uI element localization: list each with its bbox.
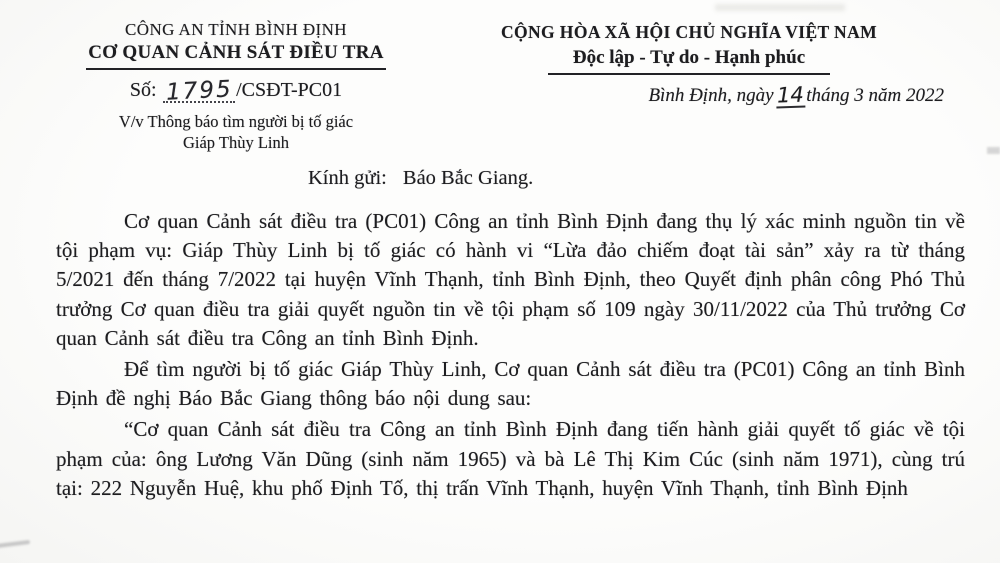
document-header [0,0,1000,150]
body-paragraph-2: Để tìm người bị tố giác Giáp Thùy Linh, Cơ quan Cảnh sát điều tra (PC01) Công an tỉnh Bình Định đề nghị Báo Bắc Giang thông báo nội dung sau: [56,357,965,411]
subject-line-1: V/v Thông báo tìm người bị tố giác [118,112,354,131]
scan-artifact-left-edge [0,540,30,548]
agency-name: CƠ QUAN CẢNH SÁT ĐIỀU TRA [88,42,384,63]
body-paragraph-3: “Cơ quan Cảnh sát điều tra Công an tỉnh Bình Định đang tiến hành giải quyết tố giác về tội phạm của: ông Lương Văn Dũng (sinh năm 1965) và bà Lê Thị Kim Cúc (sinh năm 1971), cùng trú tại: 222 Nguyễn Huệ, khu phố Định Tố, thị trấn Vĩnh Thạnh, huyện Vĩnh Thạnh, tỉnh Bình Định [56,417,965,500]
national-title: CỘNG HÒA XÃ HỘI CHỦ NGHĨA VIỆT NAM [500,22,878,42]
agency-underline [86,68,386,70]
salutation-recipient: Báo Bắc Giang. [402,167,534,189]
document-subject [42,111,430,153]
motto-underline [548,73,830,75]
date-prefix: Bình Định, ngày [648,85,774,106]
doc-number-handwritten-value: 1795 [165,76,233,106]
document-number-line [42,76,430,106]
subject-line-2: Giáp Thùy Linh [182,133,290,152]
doc-number-prefix: Số: [129,79,157,101]
national-motto: Độc lập - Tự do - Hạnh phúc [572,47,806,68]
body-paragraph-1: Cơ quan Cảnh sát điều tra (PC01) Công an tỉnh Bình Định đang thụ lý xác minh nguồn tin về tội phạm vụ: Giáp Thùy Linh bị tố giác có hành vi “Lừa đảo chiếm đoạt tài sản” xảy ra từ tháng 5/2021 đến tháng 7/2022 tại huyện Vĩnh Thạnh, tỉnh Bình Định, theo Quyết định phân công Phó Thủ trưởng Cơ quan điều tra giải quyết nguồn tin về tội phạm số 109 ngày 30/11/2022 của Thủ trưởng Cơ quan Cảnh sát điều tra Công an tỉnh Bình Định. [56,209,965,350]
issuing-agency-block [42,20,430,153]
salutation-label: Kính gửi: [308,167,387,189]
doc-number-suffix: /CSĐT-PC01 [236,79,343,101]
date-day-handwritten-value: 14 [776,82,804,108]
salutation-line [308,167,965,190]
place-date-line [430,84,948,107]
doc-number-dotted-line [163,76,236,106]
date-suffix: tháng 3 năm 2022 [806,85,944,106]
national-heading-block [430,22,948,107]
agency-parent-name: CÔNG AN TỈNH BÌNH ĐỊNH [125,20,347,39]
document-body [0,167,1000,503]
